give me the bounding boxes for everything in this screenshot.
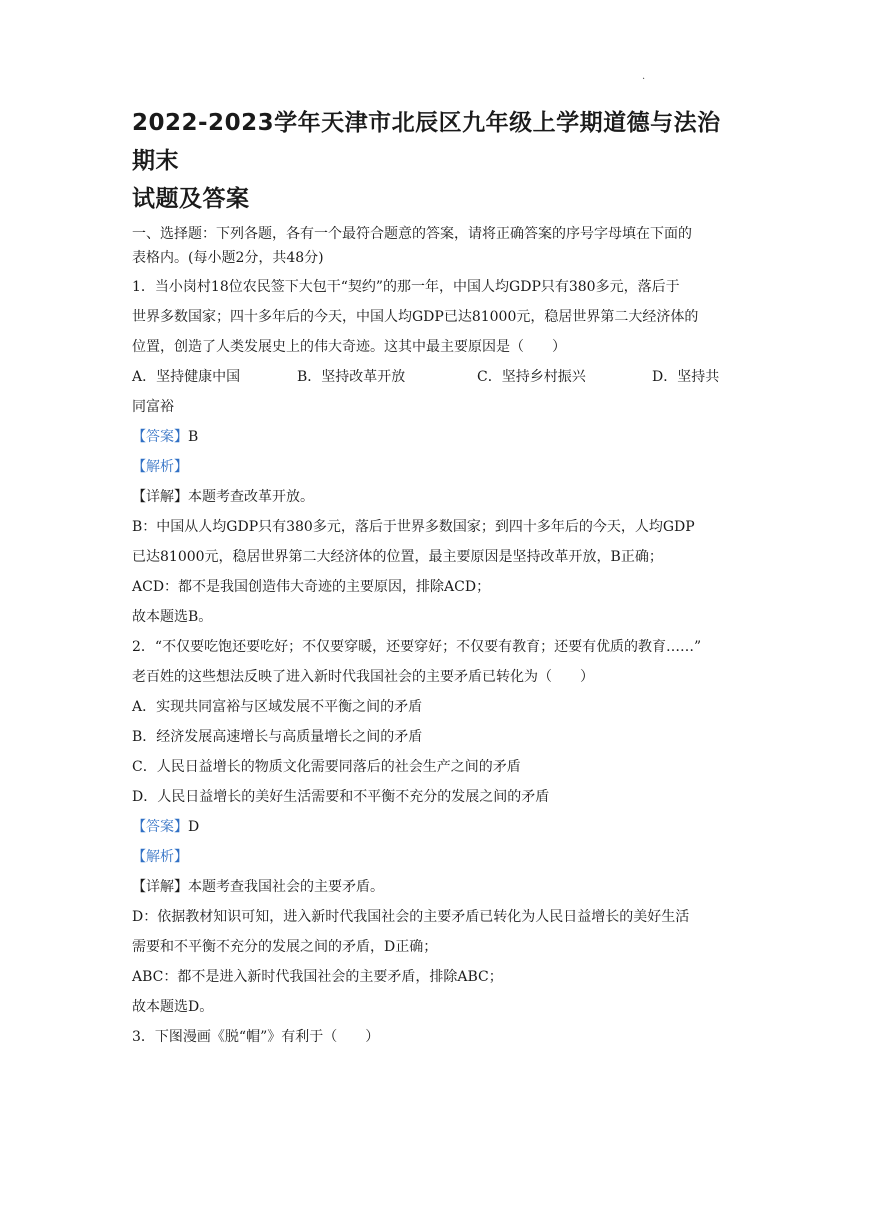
q2-stem-line-1: 2．“不仅要吃饱还要吃好；不仅要穿暖，还要穿好；不仅要有教育；还要有优质的教育……” — [132, 639, 702, 655]
q1-options — [132, 362, 740, 392]
section-heading-line-2: 表格内。(每小题2分，共48分) — [132, 250, 324, 266]
q1-answer-value: B — [188, 429, 199, 445]
q2-explanation-line-4: 故本题选D。 — [132, 999, 214, 1015]
q2-option-d: D．人民日益增长的美好生活需要和不平衡不充分的发展之间的矛盾 — [132, 789, 550, 805]
title-line-1: 2022-2023学年天津市北辰区九年级上学期道德与法治期末 — [132, 110, 721, 174]
q2-analysis-tag: 【解析】 — [132, 849, 188, 865]
q1-option-c: C．坚持乡村振兴 — [477, 369, 586, 385]
q1-explanation-line-3: ACD：都不是我国创造伟大奇迹的主要原因，排除ACD； — [132, 579, 491, 595]
q2-explanation-line-1: D：依据教材知识可知，进入新时代我国社会的主要矛盾已转化为人民日益增长的美好生活 — [132, 909, 690, 925]
q1-option-d-continued: 同富裕 — [132, 399, 174, 415]
q2-answer-value: D — [188, 819, 200, 835]
q1-stem-line-3: 位置，创造了人类发展史上的伟大奇迹。这其中最主要原因是（ ） — [132, 339, 566, 355]
q1-detail: 【详解】本题考查改革开放。 — [132, 489, 314, 505]
document-page — [132, 104, 740, 1052]
q1-explanation-line-4: 故本题选B。 — [132, 609, 213, 625]
q1-stem-line-1: 1．当小岗村18位农民签下大包干“契约”的那一年，中国人均GDP只有380多元，落后于 — [132, 279, 680, 295]
q1-option-d: D．坚持共 — [652, 369, 720, 385]
q1-explanation-line-1: B：中国从人均GDP只有380多元，落后于世界多数国家；到四十多年后的今天，人均GDP — [132, 519, 695, 535]
page-marker-dot: · — [642, 74, 646, 85]
q1-stem-line-2: 世界多数国家；四十多年后的今天，中国人均GDP已达81000元，稳居世界第二大经济体的 — [132, 309, 699, 325]
answer-tag: 【答案】 — [132, 429, 188, 445]
q2-option-a: A．实现共同富裕与区域发展不平衡之间的矛盾 — [132, 699, 423, 715]
q2-stem-line-2: 老百姓的这些想法反映了进入新时代我国社会的主要矛盾已转化为（ ） — [132, 669, 594, 685]
q1-option-a: A．坚持健康中国 — [132, 369, 241, 385]
section-heading-line-1: 一、选择题：下列各题，各有一个最符合题意的答案，请将正确答案的序号字母填在下面的 — [132, 226, 692, 242]
q2-detail: 【详解】本题考查我国社会的主要矛盾。 — [132, 879, 384, 895]
q2-explanation-line-3: ABC：都不是进入新时代我国社会的主要矛盾，排除ABC； — [132, 969, 503, 985]
question-2 — [132, 632, 740, 1022]
q3-stem-line-1: 3．下图漫画《脱“帽”》有利于（ ） — [132, 1029, 380, 1045]
q2-explanation-line-2: 需要和不平衡不充分的发展之间的矛盾，D正确； — [132, 939, 438, 955]
q2-option-b: B．经济发展高速增长与高质量增长之间的矛盾 — [132, 729, 423, 745]
q2-option-c: C．人民日益增长的物质文化需要同落后的社会生产之间的矛盾 — [132, 759, 521, 775]
document-title — [132, 104, 740, 218]
q1-explanation-line-2: 已达81000元，稳居世界第二大经济体的位置，最主要原因是坚持改革开放，B正确； — [132, 549, 663, 565]
q1-option-b: B．坚持改革开放 — [297, 369, 406, 385]
question-3 — [132, 1022, 740, 1052]
q1-analysis-tag: 【解析】 — [132, 459, 188, 475]
q2-answer — [132, 812, 740, 842]
q1-answer — [132, 422, 740, 452]
section-heading — [132, 222, 740, 270]
title-line-2: 试题及答案 — [132, 186, 250, 212]
question-1 — [132, 272, 740, 632]
answer-tag: 【答案】 — [132, 819, 188, 835]
